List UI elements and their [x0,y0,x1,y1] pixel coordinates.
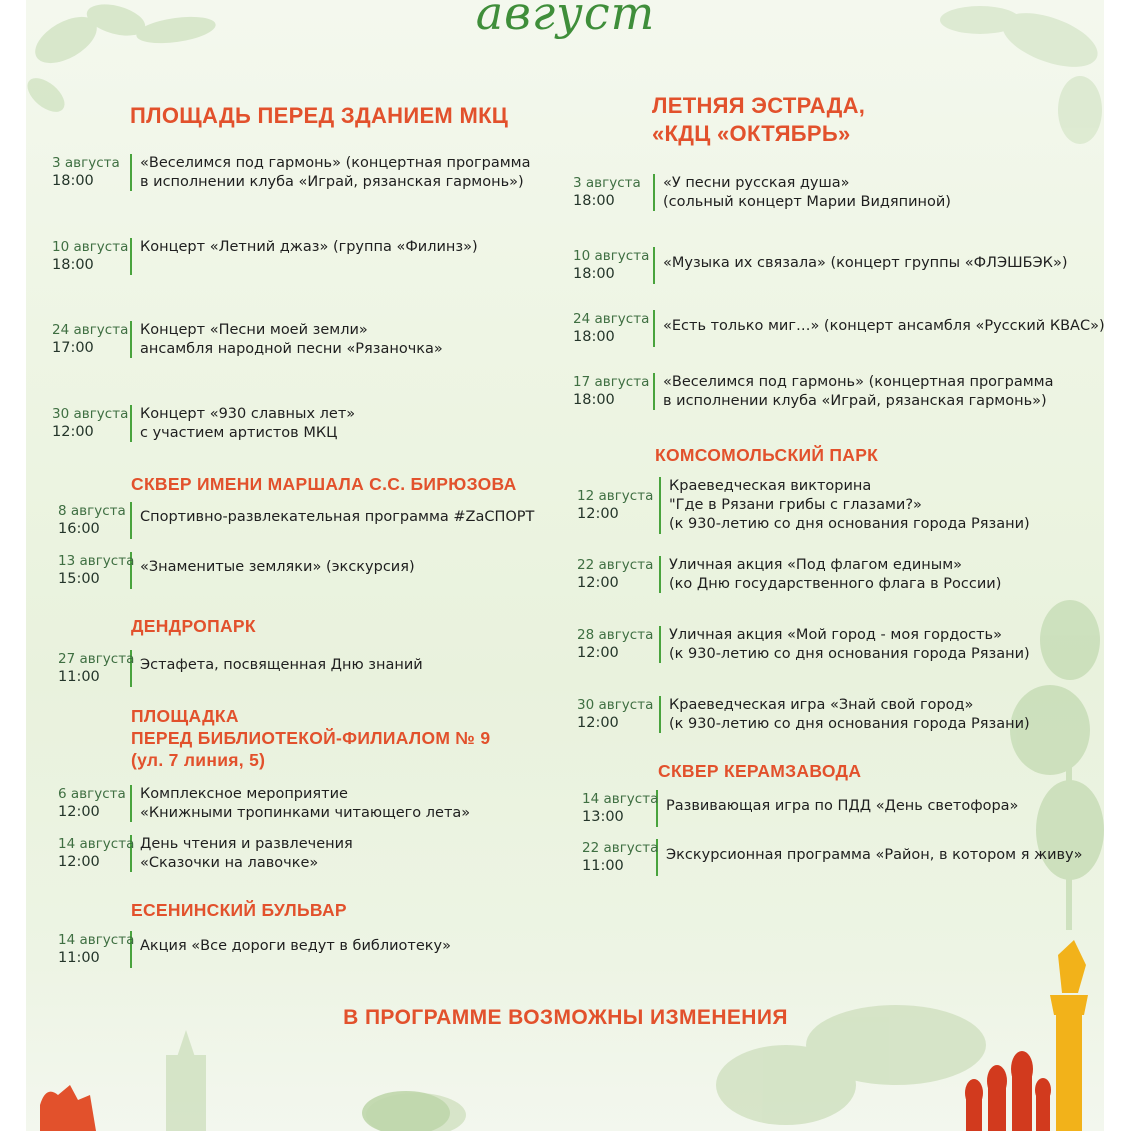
event-time: 11:00 [58,669,100,685]
event-description [140,552,415,577]
event-line: Концерт «Песни моей земли» [140,322,368,338]
event-description [140,405,355,443]
event-description [669,626,1030,664]
event-time: 12:00 [577,506,619,522]
event-line: Комплексное мероприятие [140,786,348,802]
event-line: (ко Дню государственного флага в России) [669,576,1002,592]
month-title: август [475,0,656,40]
section-title-line: СКВЕР КЕРАМЗАВОДА [658,761,862,781]
event-line: Концерт «930 славных лет» [140,406,356,422]
event-description [140,785,470,823]
event-line: Акция «Все дороги ведут в библиотеку» [140,938,451,954]
section-title-line: СКВЕР ИМЕНИ МАРШАЛА С.С. БИРЮЗОВА [131,474,517,494]
event-description [666,839,1083,865]
event-line: «Веселимся под гармонь» (концертная программа [140,155,531,171]
event-datetime [577,626,661,663]
event-time: 15:00 [58,571,100,587]
section-title-summer-stage [652,92,865,148]
event-date: 14 августа [582,791,659,807]
event-description [663,373,1054,411]
event-line: Уличная акция «Под флагом единым» [669,557,963,573]
event-description [669,477,1030,534]
section-title-line: ПЛОЩАДКА [131,706,239,726]
event-description [663,247,1067,273]
event-description [140,321,443,359]
event-item [573,310,1105,347]
event-line: Развивающая игра по ПДД «День светофора» [666,798,1019,814]
event-line: (к 930-летию со дня основания города Рязани) [669,716,1030,732]
event-time: 12:00 [58,854,100,870]
event-description [140,154,531,192]
section-title-dendropark [131,615,256,637]
program-changes-note: В ПРОГРАММЕ ВОЗМОЖНЫ ИЗМЕНЕНИЯ [343,1006,788,1029]
event-line: «Книжными тропинками читающего лета» [140,805,471,821]
event-line: «Знаменитые земляки» (экскурсия) [140,559,415,575]
event-time: 13:00 [582,809,624,825]
event-item [52,321,443,359]
event-description [663,174,951,212]
event-description [140,931,451,956]
section-title-line: ЕСЕНИНСКИЙ БУЛЬВАР [131,900,347,920]
section-title-line: ПЕРЕД БИБЛИОТЕКОЙ-ФИЛИАЛОМ № 9 [131,728,491,748]
event-description [140,502,534,527]
section-title-line: ПЛОЩАДЬ ПЕРЕД ЗДАНИЕМ МКЦ [130,103,509,128]
event-date: 10 августа [573,248,650,264]
event-datetime [58,931,135,968]
section-title-keramzavod-square [658,760,861,782]
event-item [52,405,355,443]
event-date: 22 августа [582,840,659,856]
event-line: «У песни русская душа» [663,175,850,191]
event-date: 14 августа [58,836,135,852]
event-date: 8 августа [58,503,126,519]
event-time: 18:00 [573,329,615,345]
event-item [577,477,1030,534]
event-datetime [58,650,135,687]
event-item [58,552,415,589]
event-time: 17:00 [52,340,94,356]
event-date: 30 августа [577,697,654,713]
event-line: "Где в Рязани грибы с глазами?» [669,497,922,513]
event-date: 24 августа [573,311,650,327]
event-time: 18:00 [573,193,615,209]
event-datetime [52,321,132,358]
event-datetime [58,835,135,872]
section-title-line: КОМСОМОЛЬСКИЙ ПАРК [655,445,879,465]
event-line: «Музыка их связала» (концерт группы «ФЛЭШБЭК») [663,255,1068,271]
event-line: «Сказочки на лавочке» [140,855,319,871]
event-item [58,650,423,687]
event-line: Краеведческая игра «Знай свой город» [669,697,974,713]
event-description [140,238,478,257]
event-line: ансамбля народной песни «Рязаночка» [140,341,443,357]
event-datetime [577,477,661,534]
event-time: 18:00 [573,392,615,408]
event-time: 18:00 [52,173,94,189]
event-item [58,785,470,823]
event-time: 12:00 [577,715,619,731]
event-description [140,650,423,675]
event-line: (к 930-летию со дня основания города Рязани) [669,646,1030,662]
event-line: День чтения и развлечения [140,836,353,852]
event-datetime [573,310,655,347]
event-item [573,174,951,212]
event-date: 12 августа [577,488,654,504]
event-item [577,556,1001,594]
event-datetime [58,552,135,589]
event-time: 16:00 [58,521,100,537]
event-datetime [52,405,132,442]
event-date: 28 августа [577,627,654,643]
event-datetime [573,373,655,410]
event-datetime [52,238,132,275]
event-line: «Веселимся под гармонь» (концертная программа [663,374,1054,390]
event-datetime [52,154,132,191]
event-time: 11:00 [582,858,624,874]
section-title-line: ЛЕТНЯЯ ЭСТРАДА, [652,93,866,118]
event-datetime [577,696,661,733]
event-date: 27 августа [58,651,135,667]
event-item [52,154,531,192]
event-time: 12:00 [577,575,619,591]
event-item [577,696,1030,734]
event-line: (сольный концерт Марии Видяпиной) [663,194,951,210]
event-date: 10 августа [52,239,129,255]
event-item [577,626,1030,664]
event-date: 3 августа [573,175,641,191]
event-line: «Есть только миг…» (концерт ансамбля «Русский КВАС») [663,318,1105,334]
section-title-mkc-square [130,102,508,130]
event-item [573,373,1054,411]
event-datetime [573,247,655,284]
event-date: 22 августа [577,557,654,573]
event-line: в исполнении клуба «Играй, рязанская гармонь») [663,393,1047,409]
event-line: Уличная акция «Мой город - моя гордость» [669,627,1002,643]
event-item [52,238,478,275]
event-item [58,502,534,539]
event-item [58,931,451,968]
event-description [669,556,1001,594]
event-description [666,790,1018,816]
section-title-library-9 [131,705,490,771]
event-date: 13 августа [58,553,135,569]
event-line: Эстафета, посвященная Дню знаний [140,657,423,673]
event-datetime [58,785,132,822]
event-line: Краеведческая викторина [669,478,872,494]
event-line: Экскурсионная программа «Район, в котором я живу» [666,847,1083,863]
event-line: Спортивно-развлекательная программа #ZaСПОРТ [140,509,535,525]
event-time: 12:00 [52,424,94,440]
event-date: 14 августа [58,932,135,948]
event-item [582,839,1083,876]
event-line: (к 930-летию со дня основания города Рязани) [669,516,1030,532]
event-description [140,835,353,873]
event-date: 24 августа [52,322,129,338]
section-title-line: «КДЦ «ОКТЯБРЬ» [652,121,851,146]
event-date: 3 августа [52,155,120,171]
event-time: 11:00 [58,950,100,966]
event-time: 12:00 [577,645,619,661]
section-title-biryuzov-square [131,473,517,495]
event-description [669,696,1030,734]
event-datetime [577,556,661,593]
event-line: в исполнении клуба «Играй, рязанская гармонь») [140,174,524,190]
section-title-line: ДЕНДРОПАРК [131,616,256,636]
event-datetime [573,174,655,211]
event-description [663,310,1105,336]
event-datetime [582,790,658,827]
section-title-komsomol-park [655,444,878,466]
event-time: 18:00 [52,257,94,273]
event-item [573,247,1067,284]
event-time: 12:00 [58,804,100,820]
section-title-esenin-boulevard [131,899,347,921]
event-date: 6 августа [58,786,126,802]
event-time: 18:00 [573,266,615,282]
event-item [58,835,353,873]
event-line: с участием артистов МКЦ [140,425,338,441]
event-date: 17 августа [573,374,650,390]
event-datetime [582,839,658,876]
event-datetime [58,502,132,539]
event-line: Концерт «Летний джаз» (группа «Филинз») [140,239,478,255]
section-title-line: (ул. 7 линия, 5) [131,750,266,770]
event-date: 30 августа [52,406,129,422]
event-item [582,790,1018,827]
